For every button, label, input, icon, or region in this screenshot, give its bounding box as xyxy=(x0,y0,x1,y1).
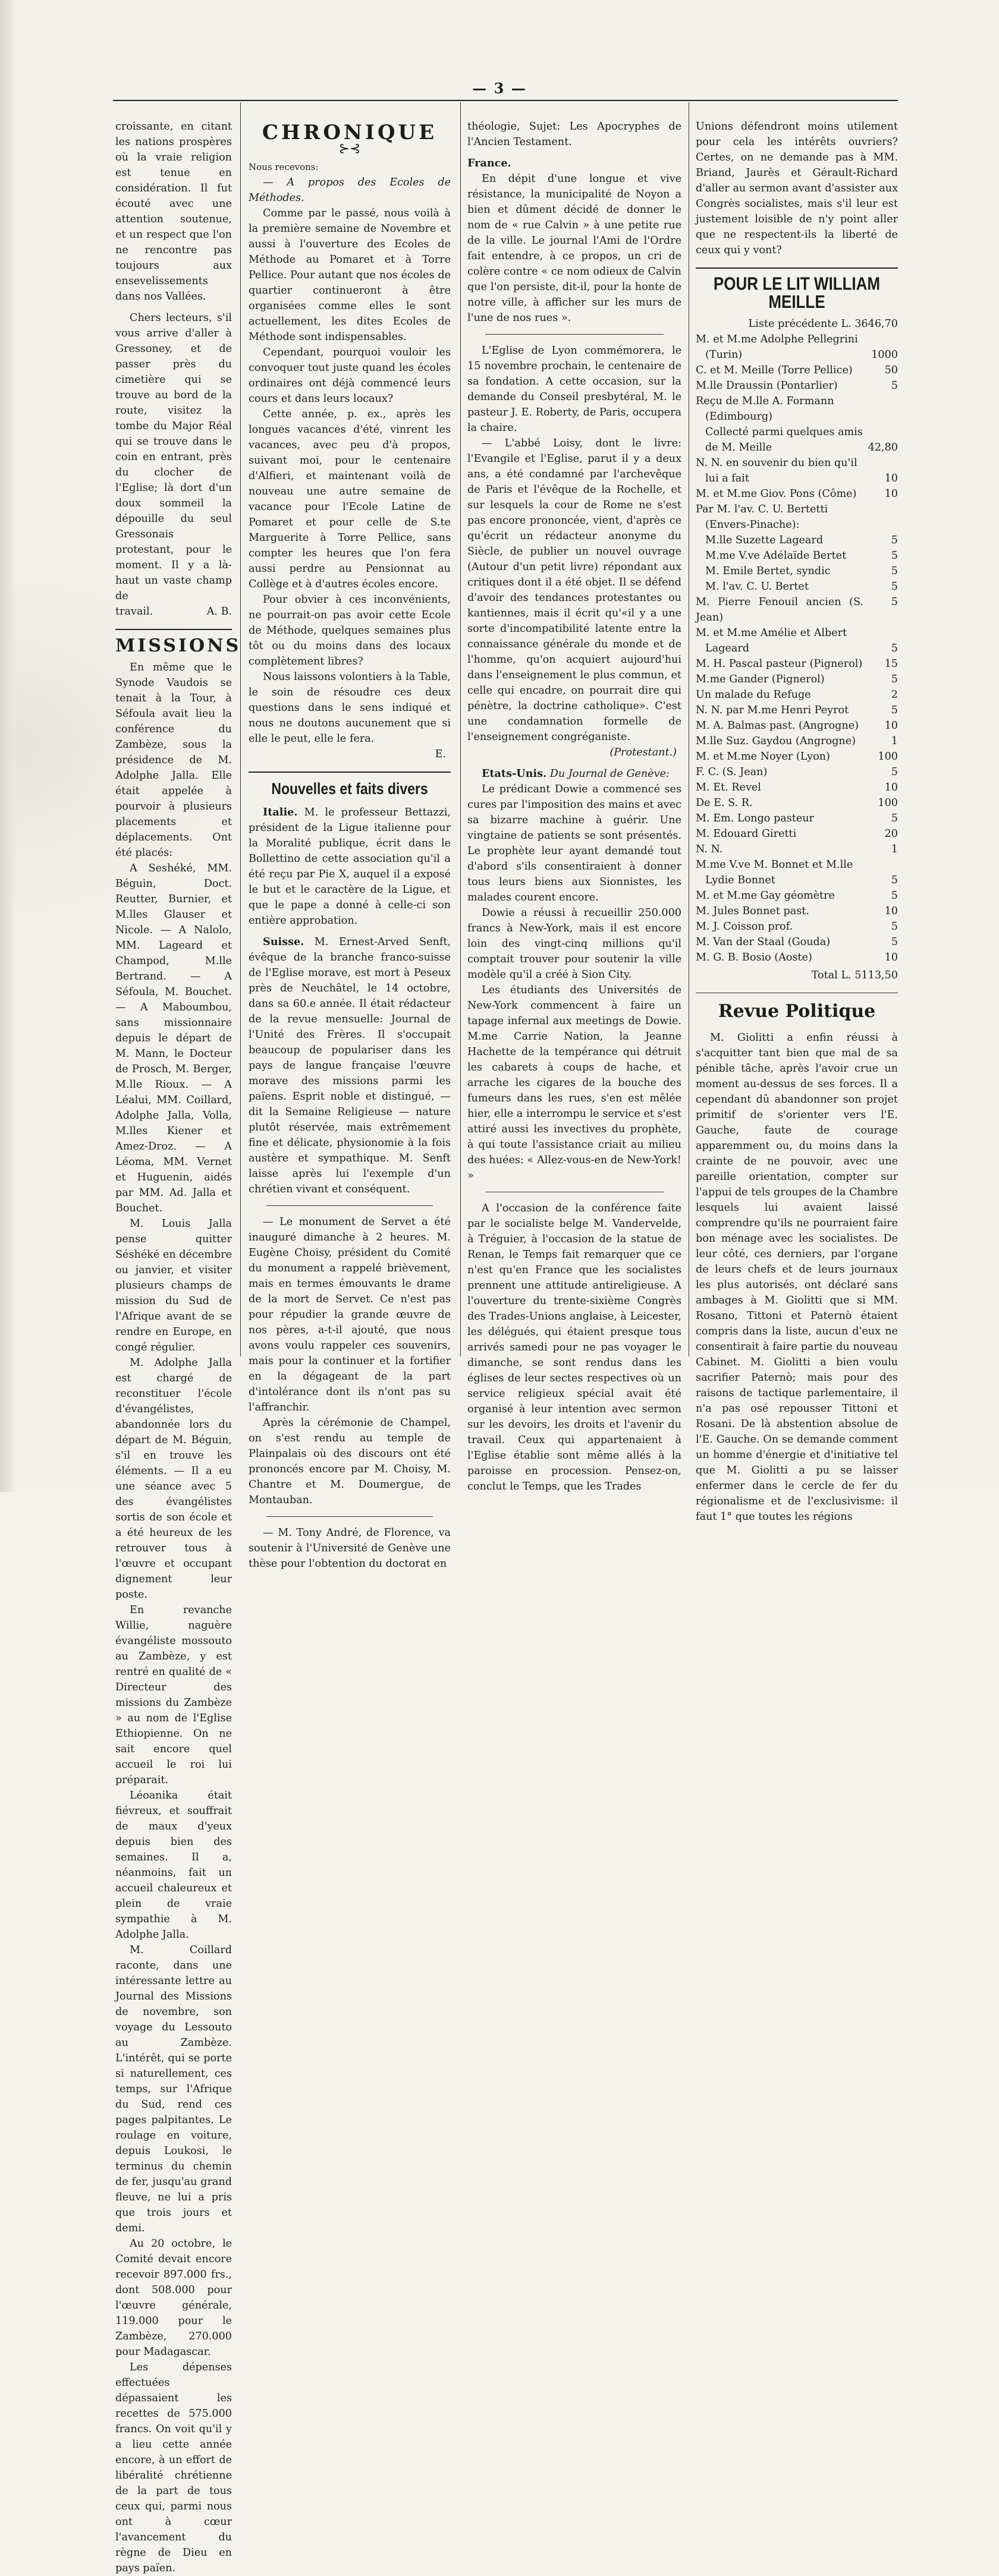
section-rule xyxy=(115,629,232,630)
donation-amount: 10 xyxy=(884,720,898,732)
paragraph: — L'abbé Loisy, dont le livre: l'Evangile et l'Eglise, parut il y a deux ans, a été condamné par l'archevêque de Paris et l'évêque de la Rochelle, et sur lesquels la cour de Rome ne s'est pas encore prononcée, vient, d'après ce qu'écrit un rédacteur anonyme du Siècle, de publier un nouvel ouvrage (Autour d'un petit livre) répondant aux critiques dont il a été objet. Il se défend d'avoir des tendances protestantes ou kantiennes, mais il écrit qu'«il y a une sorte d'incompatibilité latente entre la connaissance générale du monde et de l'homme, qu'on acquiert aujourd'hui dans l'enseignement le plus commun, et celle qui encadre, on pourrait dire qui pénètre, la doctrine catholique». C'est une condamnation formelle de l'enseignement congréganiste. xyxy=(467,437,681,743)
donor-name: M. Van der Staal (Gouda) xyxy=(696,936,831,948)
section-title-chronique: CHRONIQUE xyxy=(262,121,438,144)
donation-amount: 20 xyxy=(884,828,898,840)
column-rule xyxy=(240,102,241,1356)
donor-name: M.me V.ve M. Bonnet et M.lle xyxy=(696,859,853,871)
news-item-suisse xyxy=(249,934,451,1197)
donation-row xyxy=(696,919,898,934)
donation-row xyxy=(696,471,898,486)
source-credit: (Protestant.) xyxy=(610,747,677,758)
item-rule xyxy=(266,1205,433,1206)
donation-row xyxy=(696,548,898,563)
donation-amount: 50 xyxy=(884,364,898,376)
previous-list-total: Liste précédente L. 3646,70 xyxy=(748,318,898,330)
donation-row xyxy=(696,826,898,842)
donor-name: M. Jules Bonnet past. xyxy=(696,905,809,917)
donation-row xyxy=(696,903,898,919)
donation-amount: 5 xyxy=(891,534,898,546)
donation-amount: 10 xyxy=(884,782,898,793)
donation-amount: 42,80 xyxy=(868,442,898,454)
donation-row xyxy=(696,842,898,857)
donation-row xyxy=(696,873,898,888)
donation-row xyxy=(696,672,898,687)
donation-row xyxy=(696,393,898,409)
donation-row xyxy=(696,811,898,826)
donor-name: M.lle Suz. Gaydou (Angrogne) xyxy=(696,735,856,747)
paragraph: A Seshéké, MM. Béguin, Doct. Reutter, Burnier, et M.lles Glauser et Nicole. — A Nalolo, MM. Lageard et Champod, M.lle Bertrand. — A Séfoula, M. Bouchet. — A Maboumbou, sans missionnaire depuis le départ de M. Mann, le Docteur de Prosch, M. Berger, M.lle Rioux. — A Léalui, MM. Coillard, Adolphe Jalla, Volla, M.lles Kiener et Amez-Droz. — A Léoma, MM. Vernet et Huguenin, aidés par MM. Ad. Jalla et Bouchet. xyxy=(115,862,232,1214)
news-text: M. Ernest-Arved Senft, évêque de la branche franco-suisse de l'Eglise morave, est mort à Peseux près de Neuchâtel, le 14 octobre, dans sa 60.e année. Il était rédacteur de la revue mensuelle: Journal de l'Unité des Frères. Il s'occupait beaucoup de populariser dans les pays de langue française l'œuvre morave des missions parmi les païens. Esprit noble et distingué, — dit la Semaine Religieuse — nature plutôt réservée, mais extrêmement fine et délicate, physionomie à la fois austère et sympathique. M. Senft laisse après lui l'exemple d'un chrétien vivant et conséquent. xyxy=(249,936,451,1195)
paragraph: Les dépenses effectuées dépassaient les recettes de 575.000 francs. On voit qu'il y a lieu cette année encore, à un effort de libéralité chrétienne de la part de tous ceux qui, parmi nous ont à cœur l'avancement du règne de Dieu en pays païen. xyxy=(115,2361,232,2574)
donation-amount: 5 xyxy=(891,581,898,593)
paragraph: L'Eglise de Lyon commémorera, le 15 novembre prochain, le centenaire de sa fondation. A cette occasion, sur la demande du Conseil presbytéral, M. le pasteur J. E. Roberty, de Paris, occupera la chaire. xyxy=(467,345,681,434)
donor-name: de M. Meille xyxy=(705,442,772,454)
donor-name: M. A. Balmas past. (Angrogne) xyxy=(696,720,859,732)
donor-name: M. et M.me Gay géomètre xyxy=(696,890,835,902)
donation-amount: 5 xyxy=(891,936,898,948)
donation-amount: 5 xyxy=(891,890,898,902)
paragraph: Léoanika était fiévreux, et souffrait de maux d'yeux depuis bien des semaines. Il a, néanmoins, fait un accueil chaleureux et plein de vraie sympathie à M. Adolphe Jalla. xyxy=(115,1790,232,1941)
donation-amount: 10 xyxy=(884,488,898,500)
donation-amount: 5 xyxy=(891,704,898,716)
paragraph: Les étudiants des Universités de New-York commencent à faire un tapage infernal aux meetings de Dowie. M.me Carrie Nation, la Jeanne Hachette de la tempérance qui détruit les cabarets à coups de hache, et arrache les cigares de la bouche des fumeurs dans les rues, s'en est mêlée hier, elle a interrompu le service et s'est attiré aussi les invectives du prophète, à qui toute l'assistance criait au milieu des huées: « Allez-vous-en de New-York! » xyxy=(467,984,681,1182)
paragraph: Dowie a réussi à recueillir 250.000 francs à New-York, mais il est encore loin des vingt-cinq millions qu'il comptait trouver pour soutenir la ville modèle qu'il a créé à Sion City. xyxy=(467,907,681,981)
donor-name: M. Et. Revel xyxy=(696,782,761,793)
column-rule xyxy=(460,102,461,1356)
paragraph: En dépit d'une longue et vive résistance, la municipalité de Noyon a bien et dûment décidé de donner le nom de « rue Calvin » à une petite rue de la ville. Le journal l'Ami de l'Ordre fait entendre, à ce propos, un cri de colère contre « ce nom odieux de Calvin que l'on persiste, dit-il, pour la honte de notre ville, à afficher sur les murs de l'une de nos rues ». xyxy=(467,173,681,324)
column-1-text xyxy=(115,119,241,2574)
donation-row xyxy=(696,749,898,764)
donation-list xyxy=(696,332,898,965)
donation-amount: 2 xyxy=(891,689,898,701)
paragraph: En revanche Willie, naguère évangéliste mossouto au Zambèze, y est rentré en qualité de « Directeur des missions du Zambèze » au nom de l'Eglise Ethiopienne. On ne sait encore quel accueil le roi lui préparait. xyxy=(115,1604,232,1786)
donation-row xyxy=(696,424,898,440)
source-intro: Du Journal de Genève: xyxy=(549,768,670,780)
kicker: Etats-Unis. xyxy=(482,767,547,780)
donation-row xyxy=(696,563,898,579)
donation-amount: 5 xyxy=(891,766,898,778)
donor-name: M.lle Suzette Lageard xyxy=(705,534,824,546)
donation-row xyxy=(696,347,898,363)
donor-name: lui a fait xyxy=(705,473,749,484)
donation-amount: 10 xyxy=(884,952,898,963)
news-item-usa xyxy=(467,766,681,782)
paragraph: Nous laissons volontiers à la Table, le soin de résoudre ces deux questions dans le sens indiqué et nous ne doutons aucunement que si elle le peut, elle le fera. xyxy=(249,671,451,745)
donation-amount: 5 xyxy=(891,565,898,577)
kicker: Suisse. xyxy=(263,936,304,948)
column-4-text xyxy=(696,119,898,1523)
paragraph: — Le monument de Servet a été inauguré dimanche à 2 heures. M. Eugène Choisy, président du Comité du monument a rappelé brièvement, mais en termes émouvants le drame de la mort de Servet. Ce n'est pas pour répudier la grande œuvre de nos pères, a-t-il ajouté, que nous avons voulu rappeler ces souvenirs, mais pour la continuer et la fortifier en la dégageant de la part d'intolérance dont ils n'ont pas su l'affranchir. xyxy=(249,1216,451,1413)
ornament: ⊱⊰ xyxy=(338,141,361,156)
paragraph: Au 20 octobre, le Comité devait encore recevoir 897.000 frs., dont 508.000 pour l'œuvre générale, 119.000 pour le Zambèze, 270.000 pour Madagascar. xyxy=(115,2238,232,2358)
donor-name: De E. S. R. xyxy=(696,797,753,809)
donation-row xyxy=(696,718,898,733)
page-number: — 3 — xyxy=(472,80,527,97)
donor-name: M. J. Coisson prof. xyxy=(696,921,793,933)
header-rule xyxy=(113,100,898,101)
donor-name: (Envers-Pinache): xyxy=(705,519,800,531)
article-title: — A propos des Ecoles de Méthodes. xyxy=(249,177,451,204)
paragraph-end: travail. xyxy=(115,606,153,618)
donation-amount: 5 xyxy=(891,643,898,654)
donation-amount: 5 xyxy=(891,921,898,933)
paragraph: Unions défendront moins utilement pour cela les intérêts ouvriers? Certes, on ne demande pas à MM. Briand, Jaurès et Gérault-Richard d'aller au sermon avant d'assister aux Congrès socialistes, mais s'il leur est justement loisible de n'y point aller que ne respectent-ils la liberté de ceux qui y vont? xyxy=(696,121,898,256)
section-rule xyxy=(249,771,451,773)
donation-total: Total L. 5113,50 xyxy=(811,969,898,981)
signature-line xyxy=(115,604,232,619)
paragraph: Comme par le passé, nous voilà à la première semaine de Novembre et aussi à l'ouverture des Ecoles de Méthode au Pomaret et à Torre Pellice. Pour autant que nos écoles de quartier continueront à être organisées comme elles le sont actuellement, les dites Ecoles de Méthode sont indispensables. xyxy=(249,207,451,343)
donation-amount: 100 xyxy=(878,797,898,809)
donation-amount xyxy=(869,455,898,471)
item-rule xyxy=(266,1516,433,1517)
donation-amount: 1 xyxy=(891,735,898,747)
donation-row xyxy=(696,455,898,471)
donor-name: (Edimbourg) xyxy=(705,411,773,423)
donation-row xyxy=(696,656,898,672)
paragraph: Après la cérémonie de Champel, on s'est rendu au temple de Plainpalais où des discours ont été prononcés encore par M. Choisy, M. Chantre et M. Doumergue, de Montauban. xyxy=(249,1417,451,1506)
donor-name: M. Emile Bertet, syndic xyxy=(705,565,831,577)
donor-name: Lydie Bonnet xyxy=(705,874,775,886)
donor-name: M. et M.me Amélie et Albert xyxy=(696,627,847,639)
donor-name: N. N. en souvenir du bien qu'il xyxy=(696,457,857,469)
section-title-nouvelles: Nouvelles et faits divers xyxy=(271,780,428,798)
donor-name: M. et M.me Giov. Pons (Côme) xyxy=(696,488,857,500)
donation-amount: 10 xyxy=(884,905,898,917)
donor-name: M. G. B. Bosio (Aoste) xyxy=(696,952,812,963)
paragraph: Cependant, pourquoi vouloir les convoquer tout juste quand les écoles ordinaires ont déjà commencé leurs cours et dans leurs locaux? xyxy=(249,347,451,405)
donor-name: M. et M.me Adolphe Pellegrini xyxy=(696,333,858,345)
section-rule xyxy=(696,267,898,269)
donation-row xyxy=(696,780,898,795)
donor-name: M. l'av. C. U. Bertet xyxy=(705,581,809,593)
paragraph: M. Louis Jalla pense quitter Séshéké en décembre ou janvier, et visiter plusieurs champs de mission du Sud de l'Afrique avant de se rendre en Europe, en congé régulier. xyxy=(115,1218,232,1353)
donation-amount xyxy=(869,502,898,517)
donor-name: M.lle Draussin (Pontarlier) xyxy=(696,380,838,392)
donation-row xyxy=(696,733,898,749)
donation-row xyxy=(696,409,898,424)
intro-label-2: Nous recevons: xyxy=(249,162,319,172)
donor-name: M. Edouard Giretti xyxy=(696,828,797,840)
donation-row xyxy=(696,888,898,903)
paragraph: Pour obvier à ces inconvénients, ne pourrait-on pas avoir cette Ecole de Méthode, quelques semaines plus tôt ou du moins dans des locaux complètement libres? xyxy=(249,594,451,667)
column-2-text xyxy=(249,119,451,1570)
paragraph: croissante, en citant les nations prospères où la vraie religion est tenue en considération. Il fut écouté avec une attention soutenue, et un respect que l'on ne rencontre pas toujours aux ensevelissements dans nos Vallées. xyxy=(115,121,232,303)
donation-row xyxy=(696,934,898,950)
donation-amount: 1 xyxy=(891,843,898,855)
donation-amount: 5 xyxy=(891,380,898,392)
section-title-lit: POUR LE LIT WILLIAM MEILLE xyxy=(713,272,881,313)
donation-row xyxy=(696,332,898,347)
donation-amount: 5 xyxy=(891,874,898,886)
donor-name: M. H. Pascal pasteur (Pignerol) xyxy=(696,658,863,670)
paragraph: — M. Tony André, de Florence, va soutenir à l'Université de Genève une thèse pour l'obtention du doctorat en xyxy=(249,1527,451,1570)
donor-name: M.me Gander (Pignerol) xyxy=(696,673,825,685)
donor-name: M. et M.me Noyer (Lyon) xyxy=(696,751,830,763)
donation-amount xyxy=(869,517,898,533)
section-title-missions: MISSIONS xyxy=(115,635,241,656)
paragraph: En même que le Synode Vaudois se tenait à la Tour, à Séfoula avait lieu la conférence du Zambèze, sous la présidence de M. Adolphe Jalla. Elle était appelée à pourvoir à plusieurs placements et déplacements. Ont été placés: xyxy=(115,662,232,859)
donation-row xyxy=(696,486,898,502)
donor-name: Reçu de M.lle A. Formann xyxy=(696,395,834,407)
donation-amount xyxy=(869,393,898,409)
paragraph: A l'occasion de la conférence faite par le socialiste belge M. Vandervelde, à Tréguier, à l'occasion de la statue de Renan, le Temps fait remarquer que ce n'est qu'en France que les socialistes prennent une attitude antireligieuse. A l'ouverture du trente-sixième Congrès des Trades-Unions anglaise, à Leicester, les délégués, qui étaient presque tous arrivés samedi pour ne pas voyager le dimanche, se sont rendus dans les églises de leur sectes respectives où un service religieux spécial avait été organisé à leur intention avec sermon sur les devoirs, les droits et l'avenir du travail. Ceux qui appartenaient à l'Eglise établie sont même allés à la paroisse en procession. Pensez-on, conclut le Temps, que les Trades xyxy=(467,1202,682,1492)
donation-amount xyxy=(869,424,898,440)
donor-name: Par M. l'av. C. U. Bertetti xyxy=(696,503,828,515)
donation-row xyxy=(696,703,898,718)
donation-row xyxy=(696,641,898,656)
donor-name: Lageard xyxy=(705,643,750,654)
paragraph: M. Adolphe Jalla est chargé de reconstituer l'école d'évangélistes, abandonnée lors du départ de M. Béguin, s'il en trouve les éléments. — Il a eu une séance avec 5 des évangélistes sortis de son école et a été heureux de les retrouver tous à l'œuvre et occupant dignement leur poste. xyxy=(115,1357,232,1601)
section-title-revue: Revue Politique xyxy=(718,1001,876,1022)
item-rule xyxy=(485,334,664,335)
donation-amount: 5 xyxy=(891,813,898,824)
donor-name: N. N. xyxy=(696,843,723,855)
column-3-text xyxy=(467,119,682,1492)
paragraph: théologie, Sujet: Les Apocryphes de l'Ancien Testament. xyxy=(467,121,681,148)
donation-row xyxy=(696,378,898,393)
kicker: Italie. xyxy=(263,806,298,818)
donation-row xyxy=(696,857,898,873)
kicker-france: France. xyxy=(467,157,511,169)
donor-name: M.me V.ve Adélaïde Bertet xyxy=(705,550,847,562)
donation-amount xyxy=(869,857,898,873)
donation-row xyxy=(696,440,898,455)
donor-name: M. Em. Longo pasteur xyxy=(696,813,814,824)
paragraph: Chers lecteurs, s'il vous arrive d'aller à Gressoney, et de passer près du cimetière qui se trouve au bord de la route, visitez la tombe du Major Réal qui se trouve dans le coin en entrant, près du clocher de l'Eglise; là dort d'un doux sommeil la dépouille du seul Gressonais protestant, pour le moment. Il y a là-haut un vaste champ de xyxy=(115,312,232,602)
donor-name: Un malade du Refuge xyxy=(696,689,811,701)
donation-row xyxy=(696,687,898,703)
donation-row xyxy=(696,533,898,548)
donor-name: F. C. (S. Jean) xyxy=(696,766,768,778)
donation-amount: 5 xyxy=(891,550,898,562)
signature: E. xyxy=(435,748,446,760)
donation-amount: 100 xyxy=(878,751,898,763)
donation-row xyxy=(696,579,898,594)
donation-amount: 10 xyxy=(884,473,898,484)
donation-row xyxy=(696,950,898,965)
donation-row xyxy=(696,363,898,378)
paragraph: M. Coillard raconte, dans une intéressante lettre au Journal des Missions de novembre, son voyage du Lessouto au Zambèze. L'intérêt, qui se porte si naturellement, ces temps, sur l'Afrique du Sud, rend ces pages palpitantes. Le roulage en voiture, depuis Loukosi, le terminus du chemin de fer, jusqu'au grand fleuve, ne lui a pris que trois jours et demi. xyxy=(115,1944,232,2234)
donation-amount: 1000 xyxy=(871,349,898,361)
donation-amount: 5 xyxy=(891,673,898,685)
donation-row xyxy=(696,795,898,811)
donation-row xyxy=(696,764,898,780)
paragraph: Le prédicant Dowie a commencé ses cures par l'imposition des mains et avec sa bizarre machine à guérir. Une vingtaine de patients se sont présentés. Le prophète leur ayant demandé tout d'abord s'ils consentiraient à donner tous leurs biens aux Sionnistes, les malades courent encore. xyxy=(467,783,681,903)
donation-amount xyxy=(869,409,898,424)
donation-row xyxy=(696,625,898,641)
donor-name: Collecté parmi quelques amis xyxy=(705,426,863,438)
donor-name: C. et M. Meille (Torre Pellice) xyxy=(696,364,853,376)
news-item-italie xyxy=(249,805,451,928)
donation-amount: 5 xyxy=(891,596,898,608)
donation-row xyxy=(696,517,898,533)
news-text: M. le professeur Bettazzi, président de la Ligue italienne pour la Moralité publique, écrit dans le Bollettino de cette association qu'il a été reçu par Pie X, auquel il a exposé le but et le caractère de la Ligue, et que le pape a donné à celle-ci son entière approbation. xyxy=(249,807,451,927)
donation-row xyxy=(696,594,898,625)
donor-name: M. Pierre Fenouil ancien (S. Jean) xyxy=(696,596,863,623)
binding-shadow xyxy=(0,0,15,1492)
donation-amount xyxy=(869,332,898,347)
paragraph: M. Giolitti a enfin réussi à s'acquitter tant bien que mal de sa pénible tâche, après l'avoir crue un moment au-dessus de ses forces. Il a cependant dû abandonner son projet primitif de s'orienter vers l'E. Gauche, faute de courage apparemment ou, du moins dans la crainte de ne pouvoir, avec une pareille orientation, compter sur l'appui de tels groupes de la Chambre lesquels lui avaient laissé comprendre qu'ils ne pourraient faire bon ménage avec les socialistes. De leur côté, ces derniers, par l'organe de leurs chefs et de leurs journaux les plus autorisés, ont déclaré sans ambages à M. Giolitti que si MM. Rosano, Tittoni et Paternò étaient compris dans la liste, aucun d'eux ne consentirait à faire partie du nouveau Cabinet. M. Giolitti a bien voulu sacrifier Paternò; mais pour des raisons de tactique parlementaire, il n'a pas osé repousser Tittoni et Rosani. De là abstention absolue de l'E. Gauche. On se demande comment un homme d'énergie et d'initiative tel que M. Giolitti a pu se laisser enfermer dans le cercle de fer du régionalisme et de l'exclusivisme: il faut 1° que toutes les régions xyxy=(696,1032,898,1523)
donation-amount xyxy=(869,625,898,641)
donor-name: N. N. par M.me Henri Peyrot xyxy=(696,704,849,716)
signature: A. B. xyxy=(206,606,232,618)
donation-row xyxy=(696,502,898,517)
paragraph: Cette année, p. ex., après les longues vacances d'été, vinrent les vacances, avec peu d'à propos, suivant moi, pour le centenaire d'Alfieri, et maintenant voilà de nouveau une autre semaine de vacance pour l'Ecole Latine de Pomaret et pour celle de S.te Marguerite à Torre Pellice, sans compter les heures que l'on fera aussi perdre au Pensionnat au Collège et à d'autres écoles encore. xyxy=(249,408,451,590)
donor-name: (Turin) xyxy=(705,349,743,361)
donation-amount: 15 xyxy=(884,658,898,670)
